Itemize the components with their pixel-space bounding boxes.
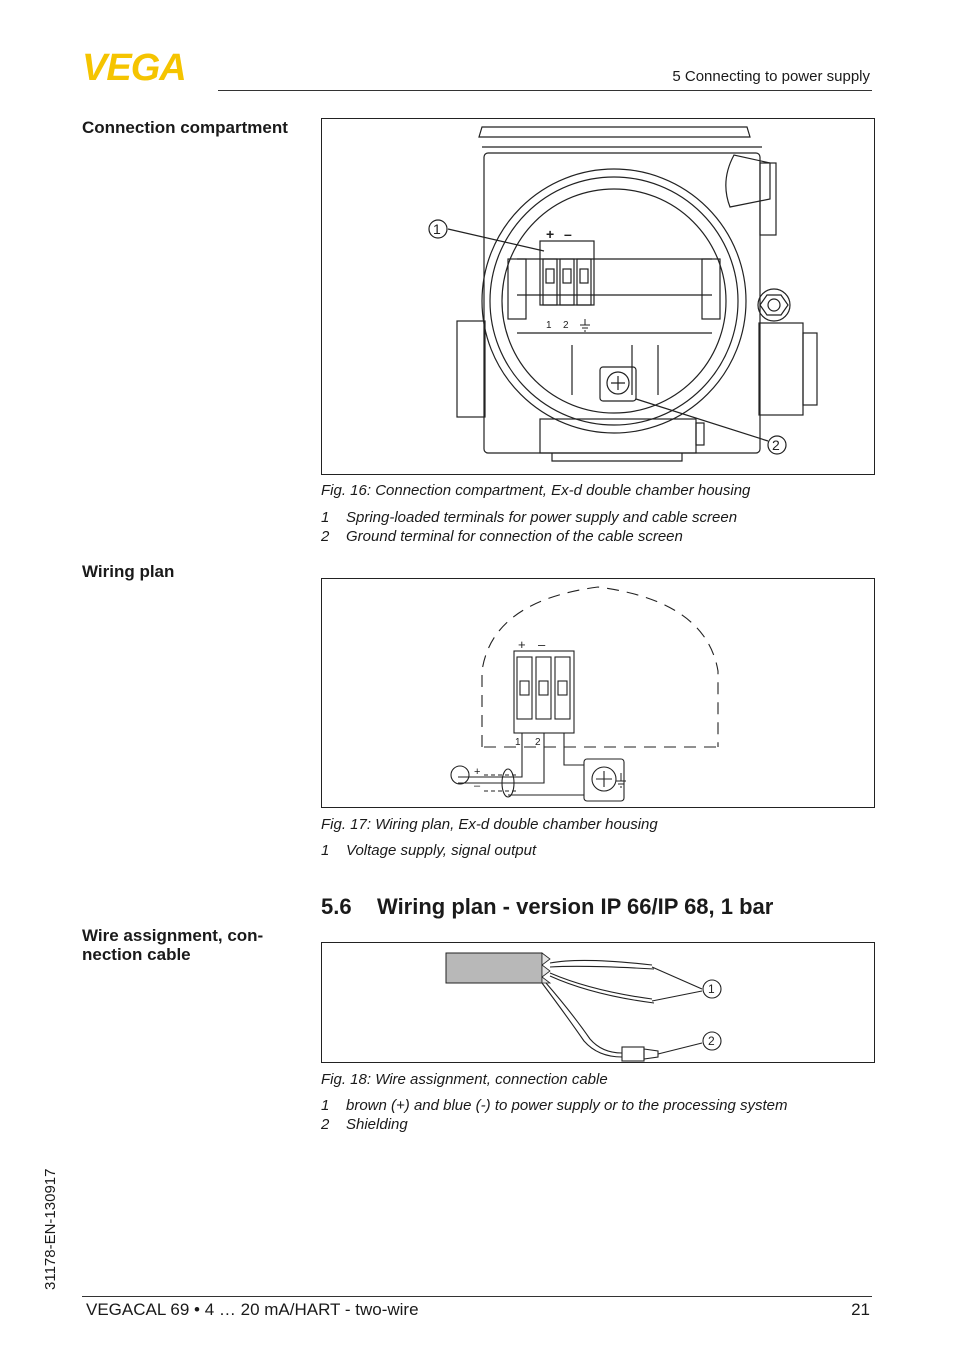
fig16-legend-item	[321, 508, 737, 527]
footer-divider	[82, 1296, 872, 1297]
fig17-supply-minus: –	[474, 780, 481, 792]
legend-text: Shielding	[346, 1116, 408, 1133]
legend-text: Spring-loaded terminals for power supply and cable screen	[346, 509, 738, 526]
section-title-text: Wiring plan - version IP 66/IP 68, 1 bar	[377, 894, 774, 919]
fig17-legend-item	[321, 841, 536, 860]
fig16-caption: Fig. 16: Connection compartment, Ex-d double chamber housing	[321, 482, 751, 499]
legend-number: 2	[321, 528, 330, 545]
wire-assignment-label-line-2: nection cable	[82, 945, 191, 964]
fig16-minus-sign: –	[564, 226, 572, 242]
header-divider	[218, 90, 872, 91]
footer-product: VEGACAL 69 • 4 … 20 mA/HART - two-wire	[86, 1300, 419, 1319]
fig16-plus-sign: +	[546, 226, 555, 242]
fig16-terminal-1: 1	[546, 320, 552, 331]
legend-number: 1	[321, 509, 330, 526]
section-heading-5-6	[321, 894, 773, 920]
figure-connection-compartment	[321, 118, 875, 475]
legend-number: 1	[321, 1097, 330, 1114]
fig16-callout-1: 1	[433, 221, 441, 237]
fig16-callout-2: 2	[772, 437, 780, 453]
fig18-caption: Fig. 18: Wire assignment, connection cable	[321, 1071, 608, 1088]
wiring-plan-label: Wiring plan	[82, 562, 175, 581]
wire-assignment-label-line-1: Wire assignment, con-	[82, 926, 264, 945]
fig16-legend-item	[321, 527, 737, 546]
fig18-callout-1: 1	[708, 982, 715, 996]
legend-number: 1	[321, 842, 330, 859]
fig16-terminal-2: 2	[563, 320, 569, 331]
fig17-supply-plus: +	[474, 766, 481, 778]
fig17-plus-sign: +	[518, 637, 526, 652]
fig17-terminal-1: 1	[515, 737, 521, 748]
wire-assignment-drawing	[322, 943, 874, 1062]
wiring-plan-drawing	[322, 579, 874, 807]
legend-text: brown (+) and blue (-) to power supply or to the processing system	[346, 1097, 788, 1114]
document-id: 31178-EN-130917	[42, 1168, 59, 1290]
connection-compartment-label: Connection compartment	[82, 118, 288, 137]
fig18-callout-2: 2	[708, 1034, 715, 1048]
fig17-terminal-2: 2	[535, 737, 541, 748]
figure-wire-assignment	[321, 942, 875, 1063]
fig17-legend	[321, 841, 536, 860]
section-number: 5.6	[321, 894, 352, 919]
wire-assignment-label	[82, 926, 302, 964]
fig18-legend	[321, 1096, 787, 1134]
vega-logo-text: VEGA	[82, 50, 186, 84]
header-section-title: 5 Connecting to power supply	[672, 68, 870, 85]
fig17-minus-sign: –	[538, 637, 546, 652]
figure-wiring-plan	[321, 578, 875, 808]
vega-logo-graphic	[82, 50, 212, 84]
legend-number: 2	[321, 1116, 330, 1133]
page-number: 21	[851, 1300, 870, 1319]
fig17-caption: Fig. 17: Wiring plan, Ex-d double chamber housing	[321, 816, 658, 833]
vega-logo	[82, 50, 212, 84]
legend-text: Voltage supply, signal output	[346, 842, 537, 859]
connection-compartment-drawing	[322, 119, 874, 474]
fig16-legend	[321, 508, 737, 546]
legend-text: Ground terminal for connection of the cable screen	[346, 528, 683, 545]
fig18-legend-item	[321, 1115, 787, 1134]
fig18-legend-item	[321, 1096, 787, 1115]
